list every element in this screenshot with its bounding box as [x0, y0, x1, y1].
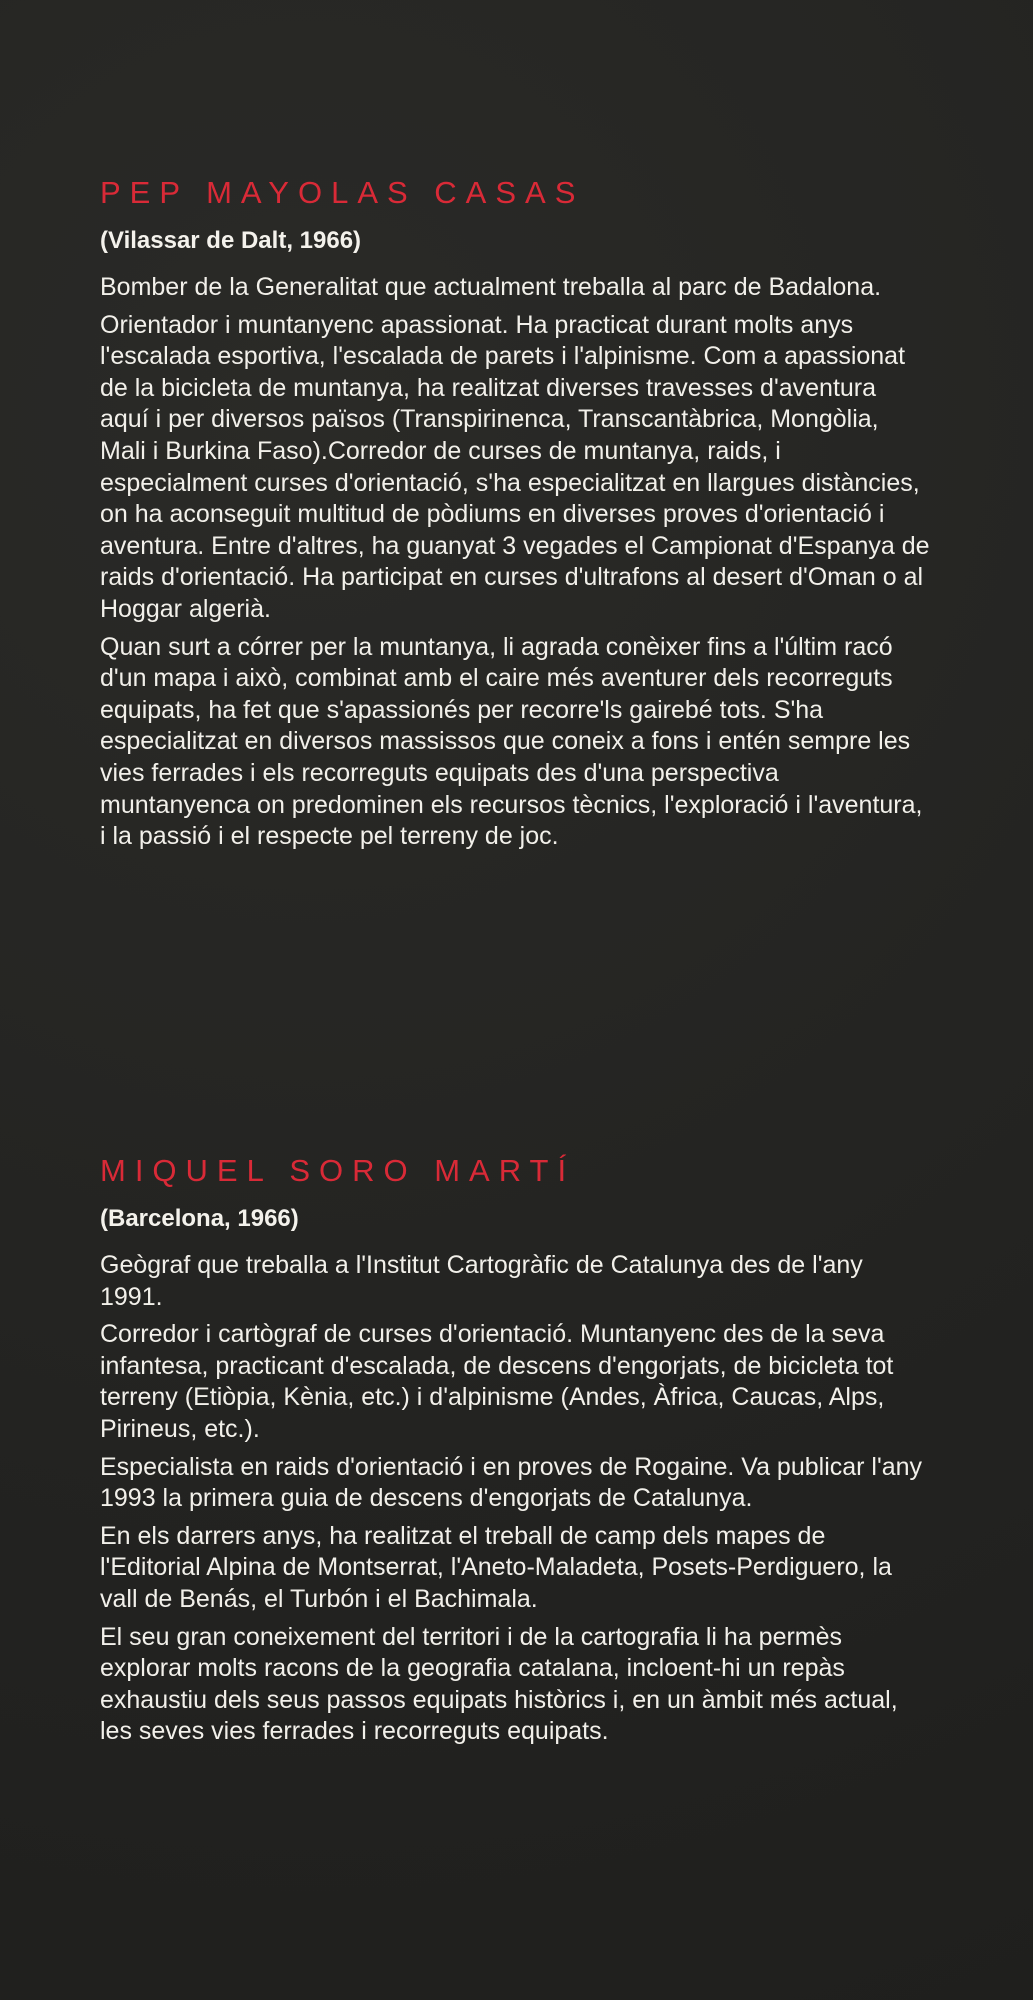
- bio-paragraph: Bomber de la Generalitat que actualment treballa al parc de Badalona.: [100, 273, 882, 301]
- bio-paragraph: Orientador i muntanyenc apassionat. Ha practicat durant molts anys l'escalada esportiva, l'escalada de parets i l'alpinisme. Com a apassionat de la bicicleta de muntanya, ha realitzat diverses travesses d'aventura aquí i per diversos països (Transpirinenca, Transcantàbrica, Mongòlia, Mali i Burkina Faso).Corredor de curses de muntanya, raids, i especialment curses d'orientació, s'ha especialitzat en llargues distàncies, on ha aconseguit multitud de pòdiums en diverses proves d'orientació i aventura. Entre d'altres, ha guanyat 3 vegades el Campionat d'Espanya de raids d'orientació. Ha participat en curses d'ultrafons al desert d'Oman o al Hoggar algerià.: [100, 310, 930, 623]
- bio-paragraph: El seu gran coneixement del territori i de la cartografia li ha permès explorar molts racons de la geografia catalana, incloent-hi un repàs exhaustiu dels seus passos equipats històrics i, en un àmbit més actual, les seves vies ferrades i recorreguts equipats.: [100, 1622, 898, 1746]
- bio-origin: (Barcelona, 1966): [100, 1205, 299, 1232]
- bio-name: MIQUEL SORO MARTÍ: [100, 1153, 576, 1188]
- bio-paragraph: En els darrers anys, ha realitzat el treball de camp dels mapes de l'Editorial Alpina de Montserrat, l'Aneto-Maladeta, Posets-Perdiguero, la vall de Benás, el Turbón i el Bachimala.: [100, 1521, 892, 1613]
- bio-paragraph: Especialista en raids d'orientació i en proves de Rogaine. Va publicar l'any 1993 la primera guia de descens d'engorjats de Catalunya.: [100, 1452, 923, 1513]
- bio-pep-mayolas: [100, 170, 930, 859]
- bio-paragraph: Quan surt a córrer per la muntanya, li agrada conèixer fins a l'últim racó d'un mapa i això, combinat amb el caire més aventurer dels recorreguts equipats, ha fet que s'apassionés per recorre'ls gairebé tots. S'ha especialitzat en diversos massissos que coneix a fons i entén sempre les vies ferrades i els recorreguts equipats des d'una perspectiva muntanyenca on predominen els recursos tècnics, l'exploració i l'aventura, i la passió i el respecte pel terreny de joc.: [100, 632, 923, 851]
- bio-paragraph: Corredor i cartògraf de curses d'orientació. Muntanyenc des de la seva infantesa, practicant d'escalada, de descens d'engorjats, de bicicleta tot terreny (Etiòpia, Kènia, etc.) i d'alpinisme (Andes, Àfrica, Caucas, Alps, Pirineus, etc.).: [100, 1320, 894, 1443]
- bio-miquel-soro: [100, 1148, 930, 1754]
- bio-origin: (Vilassar de Dalt, 1966): [100, 227, 362, 254]
- bio-name: PEP MAYOLAS CASAS: [100, 175, 585, 210]
- bio-paragraph: Geògraf que treballa a l'Institut Cartogràfic de Catalunya des de l'any 1991.: [100, 1251, 863, 1311]
